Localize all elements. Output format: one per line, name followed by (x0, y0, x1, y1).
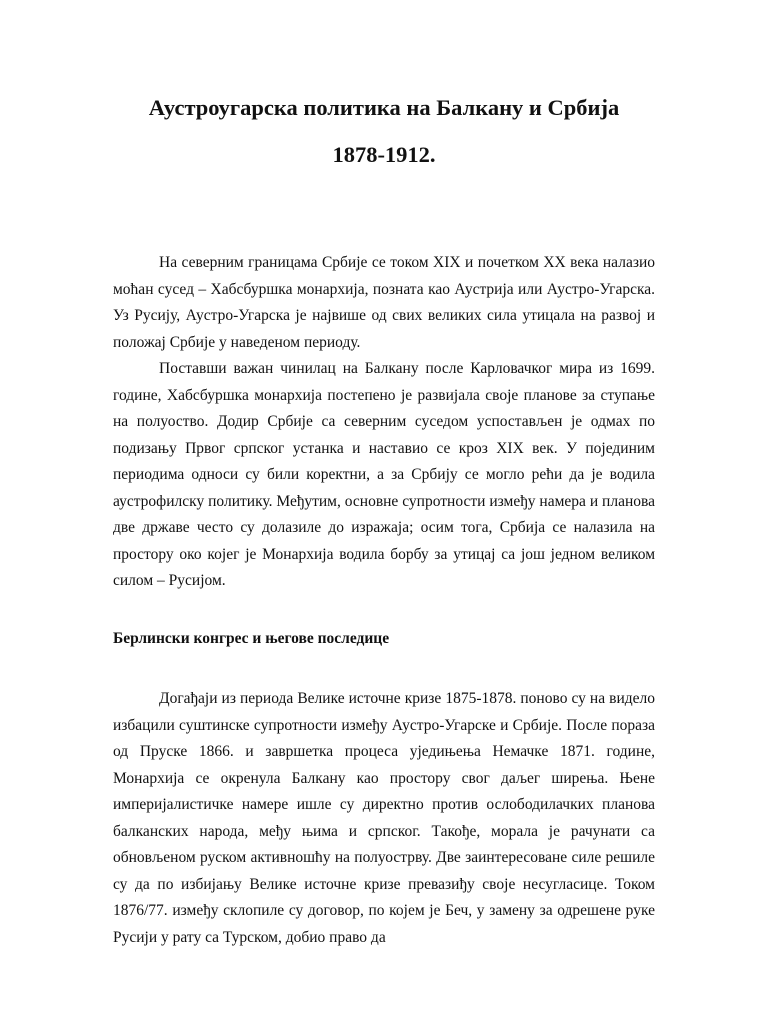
section-heading: Берлински конгрес и његове последице (113, 630, 390, 647)
document-title-years: 1878-1912. (332, 142, 436, 167)
paragraph: Поставши важан чинилац на Балкану после Карловачког мира из 1699. године, Хабсбуршка монархија постепено је развијала своје планове за ступање на полуоство. Додир Србије са северним суседом успостављен је одмах по подизању Првог српског устанка и наставио се кроз XIX век. У појединим периодима односи су били коректни, а за Србију се могло рећи да је водила аустрофилску политику. Међутим, основне супротности између намера и планова две државе често су долазиле до изражаја; осим тога, Србија се налазила на простору око којег је Монархија водила борбу за утицај са још једном великом силом – Русијом. (113, 360, 655, 589)
intro-text (113, 250, 655, 595)
paragraph: На северним границама Србије се током XIX и почетком XX века налазио моћан сусед – Хабсбуршка монархија, позната као Аустрија или Аустро-Угарска. Уз Русију, Аустро-Угарска је највише од свих великих сила утицала на развој и положај Србије у наведеном периоду. (113, 254, 655, 351)
section-text (113, 686, 655, 951)
paragraph: Догађаји из периода Велике источне кризе 1875-1878. поново су на видело избацили суштинске супротности између Аустро-Угарске и Србије. После пораза од Пруске 1866. и завршетка процеса уједињења Немачке 1871. године, Монархија се окренула Балкану као простору свог даљег ширења. Њене империјалистичке намере ишле су директно против ослободилачких планова балканских народа, међу њима и српског. Такође, морала је рачунати са обновљеном руском активношћу на полуострву. Две заинтересоване силе решиле су да по избијању Велике источне кризе превазиђу своје несугласице. Током 1876/77. између склопиле су договор, по којем је Беч, у замену за одрешене руке Русији у рату са Турском, добио право да (113, 690, 655, 946)
document-title: Аустроугарска политика на Балкану и Србија (148, 95, 620, 120)
